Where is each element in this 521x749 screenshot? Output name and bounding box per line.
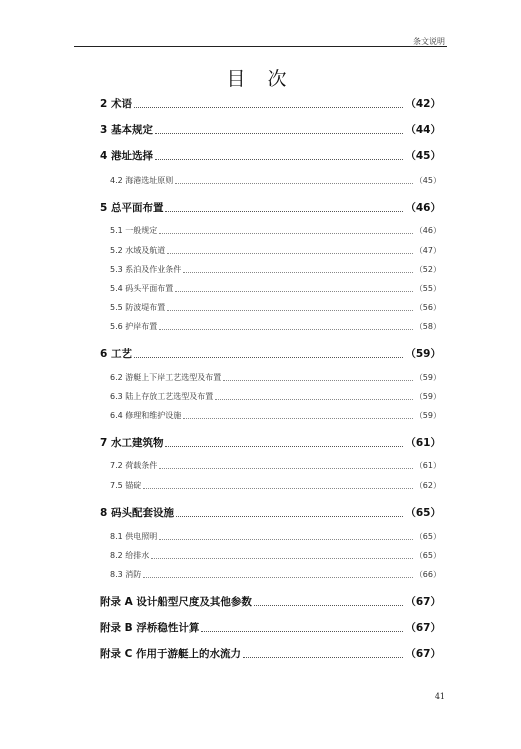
toc-entry-page: （45） <box>405 150 441 162</box>
toc-entry-chapter[interactable] <box>100 435 441 450</box>
toc-entry-section[interactable] <box>110 175 441 186</box>
page-number: 41 <box>434 692 445 701</box>
toc-entry-page: （46） <box>414 226 441 235</box>
toc-entry-page: （59） <box>414 373 441 382</box>
toc-entry-page: （62） <box>414 481 441 490</box>
toc-entry-section[interactable] <box>110 372 441 383</box>
toc-leader-dots <box>155 159 403 160</box>
toc-entry-label: 6.3 陆上存放工艺选型及布置 <box>110 392 214 401</box>
toc-entry-chapter[interactable] <box>100 620 441 635</box>
header-label: 条文说明 <box>413 37 445 46</box>
toc-entry-section[interactable] <box>110 550 441 561</box>
toc-entry-label: 5 总平面布置 <box>100 202 164 214</box>
toc-leader-dots <box>159 468 413 469</box>
toc-entry-label: 6.2 游艇上下岸工艺选型及布置 <box>110 373 222 382</box>
toc-entry-chapter[interactable] <box>100 122 441 137</box>
toc-leader-dots <box>215 399 413 400</box>
toc-entry-page: （52） <box>414 265 441 274</box>
toc-leader-dots <box>243 657 403 658</box>
toc-leader-dots <box>155 133 403 134</box>
toc-entry-page: （56） <box>414 303 441 312</box>
toc-entry-page: （67） <box>405 622 441 634</box>
toc-entry-label: 5.1 一般规定 <box>110 226 158 235</box>
toc-entry-section[interactable] <box>110 283 441 294</box>
toc-entry-label: 5.4 码头平面布置 <box>110 284 174 293</box>
toc-entry-page: （45） <box>414 176 441 185</box>
toc-entry-label: 6 工艺 <box>100 348 132 360</box>
toc-leader-dots <box>159 539 413 540</box>
toc-entry-section[interactable] <box>110 245 441 256</box>
toc-entry-page: （61） <box>414 461 441 470</box>
toc-entry-section[interactable] <box>110 302 441 313</box>
toc-entry-page: （67） <box>405 648 441 660</box>
toc-entry-section[interactable] <box>110 531 441 542</box>
toc-entry-page: （61） <box>405 437 441 449</box>
toc-entry-section[interactable] <box>110 410 441 421</box>
toc-entry-chapter[interactable] <box>100 96 441 111</box>
toc-entry-section[interactable] <box>110 264 441 275</box>
page-title: 目 次 <box>226 68 295 90</box>
toc-entry-section[interactable] <box>110 569 441 580</box>
toc-entry-chapter[interactable] <box>100 505 441 520</box>
toc-entry-page: （44） <box>405 124 441 136</box>
toc-entry-page: （65） <box>414 532 441 541</box>
toc-entry-label: 5.6 护岸布置 <box>110 322 158 331</box>
toc-leader-dots <box>176 516 403 517</box>
toc-entry-section[interactable] <box>110 321 441 332</box>
toc-leader-dots <box>165 211 403 212</box>
toc-entry-label: 5.2 水域及航道 <box>110 246 166 255</box>
toc-entry-label: 8.2 给排水 <box>110 551 150 560</box>
toc-entry-label: 附录 B 浮桥稳性计算 <box>100 622 200 634</box>
toc-entry-page: （47） <box>414 246 441 255</box>
toc-entry-label: 2 术语 <box>100 98 132 110</box>
toc-entry-label: 7.2 荷载条件 <box>110 461 158 470</box>
toc-leader-dots <box>183 418 413 419</box>
toc-entry-label: 3 基本规定 <box>100 124 153 136</box>
toc-leader-dots <box>159 329 413 330</box>
toc-entry-chapter[interactable] <box>100 346 441 361</box>
toc-entry-label: 6.4 修理和维护设施 <box>110 411 182 420</box>
toc-leader-dots <box>201 631 403 632</box>
toc-entry-page: （59） <box>405 348 441 360</box>
toc-entry-chapter[interactable] <box>100 200 441 215</box>
toc-leader-dots <box>143 488 413 489</box>
toc-entry-page: （58） <box>414 322 441 331</box>
toc-entry-label: 5.3 系泊及作业条件 <box>110 265 182 274</box>
toc-entry-page: （42） <box>405 98 441 110</box>
toc-leader-dots <box>134 357 403 358</box>
toc-entry-label: 附录 C 作用于游艇上的水流力 <box>100 648 242 660</box>
toc-entry-chapter[interactable] <box>100 646 441 661</box>
toc-leader-dots <box>183 272 413 273</box>
toc-entry-label: 4.2 海港选址原则 <box>110 176 174 185</box>
toc-entry-page: （65） <box>405 507 441 519</box>
toc-entry-section[interactable] <box>110 460 441 471</box>
toc-entry-label: 8.3 消防 <box>110 570 142 579</box>
toc-entry-label: 7.5 锚碇 <box>110 481 142 490</box>
toc-entry-chapter[interactable] <box>100 594 441 609</box>
toc-entry-page: （67） <box>405 596 441 608</box>
toc-entry-section[interactable] <box>110 225 441 236</box>
toc-entry-section[interactable] <box>110 480 441 491</box>
toc-leader-dots <box>165 446 403 447</box>
toc-entry-page: （46） <box>405 202 441 214</box>
toc-entry-page: （59） <box>414 411 441 420</box>
toc-leader-dots <box>159 233 413 234</box>
toc-entry-label: 8 码头配套设施 <box>100 507 174 519</box>
toc-leader-dots <box>151 558 413 559</box>
toc-entry-page: （55） <box>414 284 441 293</box>
toc-entry-label: 8.1 供电照明 <box>110 532 158 541</box>
toc-entry-label: 5.5 防波堤布置 <box>110 303 166 312</box>
toc-leader-dots <box>254 605 403 606</box>
toc-leader-dots <box>167 310 413 311</box>
toc-entry-section[interactable] <box>110 391 441 402</box>
toc-entry-page: （59） <box>414 392 441 401</box>
toc-entry-page: （66） <box>414 570 441 579</box>
toc-entry-label: 7 水工建筑物 <box>100 437 164 449</box>
toc-leader-dots <box>143 577 413 578</box>
toc-leader-dots <box>167 253 413 254</box>
toc-entry-label: 附录 A 设计船型尺度及其他参数 <box>100 596 252 608</box>
toc-leader-dots <box>223 380 413 381</box>
toc-entry-page: （65） <box>414 551 441 560</box>
toc-leader-dots <box>175 291 413 292</box>
toc-entry-label: 4 港址选择 <box>100 150 153 162</box>
toc-entry-chapter[interactable] <box>100 148 441 163</box>
toc-leader-dots <box>134 107 403 108</box>
toc-leader-dots <box>175 183 413 184</box>
